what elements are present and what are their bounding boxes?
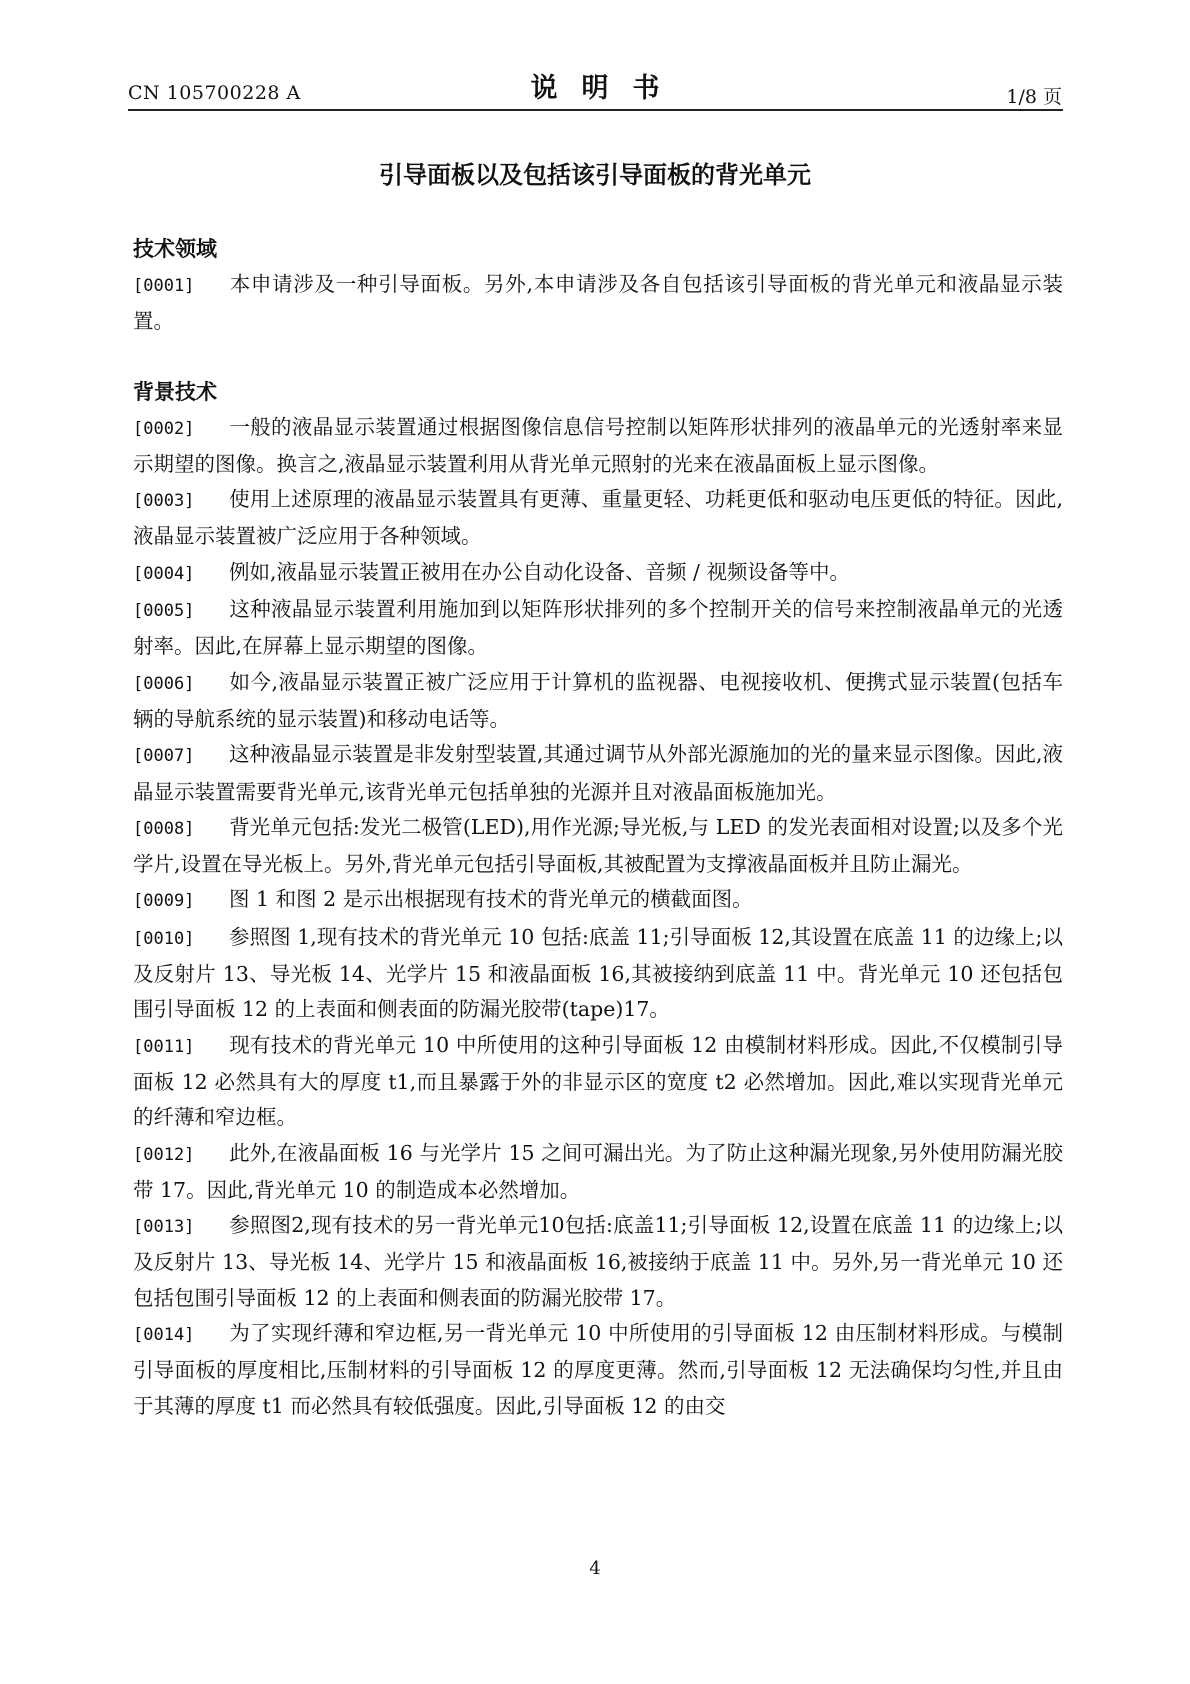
paragraph-text: 参照图2,现有技术的另一背光单元10包括:底盖11;引导面板 12,设置在底盖 11 的边缘上;以及反射片 13、导光板 14、光学片 15 和液晶面板 16,被接纳于底盖 11 中。另外,另一背光单元 10 还包括包围引导面板 12 的上表面和侧表面的防漏光胶带 17。 (133, 1213, 1063, 1310)
paragraph (133, 1136, 1063, 1209)
paragraph-text: 一般的液晶显示装置通过根据图像信息信号控制以矩阵形状排列的液晶单元的光透射率来显示期望的图像。换言之,液晶显示装置利用从背光单元照射的光来在液晶面板上显示图像。 (133, 414, 1063, 476)
paragraph-text: 这种液晶显示装置利用施加到以矩阵形状排列的多个控制开关的信号来控制液晶单元的光透射率。因此,在屏幕上显示期望的图像。 (133, 597, 1063, 659)
paragraph-number: [0004] (133, 563, 195, 584)
paragraph-text: 使用上述原理的液晶显示装置具有更薄、重量更轻、功耗更低和驱动电压更低的特征。因此,液晶显示装置被广泛应用于各种领域。 (133, 487, 1063, 549)
paragraph (133, 920, 1063, 1028)
paragraph (133, 555, 1063, 592)
paragraph-number: [0006] (133, 673, 195, 694)
paragraph-number: [0009] (133, 891, 195, 912)
section-heading-technical-field: 技术领域 (133, 237, 217, 261)
paragraph-text: 背光单元包括:发光二极管(LED),用作光源;导光板,与 LED 的发光表面相对设置;以及多个光学片,设置在导光板上。另外,背光单元包括引导面板,其被配置为支撑液晶面板并且防止漏光。 (133, 814, 1063, 877)
paragraph (133, 1424, 1063, 1459)
paragraph (133, 882, 1063, 919)
paragraph (133, 482, 1063, 555)
section-header-title: 说明书 (530, 73, 684, 104)
page-number: 4 (589, 1558, 601, 1579)
header-divider (128, 109, 1063, 111)
document-title: 引导面板以及包括该引导面板的背光单元 (379, 161, 811, 189)
paragraph-number: [0002] (133, 418, 195, 439)
document-body (133, 232, 1063, 1459)
paragraph-number: [0007] (133, 746, 195, 767)
paragraph-text: 本申请涉及一种引导面板。另外,本申请涉及各自包括该引导面板的背光单元和液晶显示装置。 (133, 272, 1063, 334)
page-indicator: 1/8 页 (1006, 86, 1062, 108)
paragraph-number: [0012] (133, 1144, 195, 1165)
paragraph-number: [0010] (133, 928, 195, 949)
paragraph (133, 410, 1063, 483)
paragraph-text: 为了实现纤薄和窄边框,另一背光单元 10 中所使用的引导面板 12 由压制材料形成。与模制引导面板的厚度相比,压制材料的引导面板 12 的厚度更薄。然而,引导面板 12 无法确保均匀性,并且由于其薄的厚度 t1 而必然具有较低强度。因此,引导面板 12 的由交 (133, 1321, 1063, 1418)
paragraph (133, 1208, 1063, 1316)
paragraph (133, 810, 1063, 883)
paragraph (133, 592, 1063, 665)
paragraph-number: [0001] (133, 276, 195, 296)
paragraph (133, 267, 1063, 340)
paragraph-number: [0013] (133, 1217, 195, 1238)
paragraph-text: 图 1 和图 2 是示出根据现有技术的背光单元的横截面图。 (229, 887, 753, 912)
paragraph-number: [0011] (133, 1036, 195, 1057)
paragraph-number: [0003] (133, 491, 195, 512)
paragraph-text: 现有技术的背光单元 10 中所使用的这种引导面板 12 由模制材料形成。因此,不仅模制引导面板 12 必然具有大的厚度 t1,而且暴露于外的非显示区的宽度 t2 必然增加。因此,难以实现背光单元的纤薄和窄边框。 (133, 1032, 1063, 1130)
paragraph (133, 1028, 1063, 1136)
paragraph (133, 665, 1063, 738)
paragraph-number: [0008] (133, 818, 195, 839)
patent-number: CN 105700228 A (128, 82, 301, 104)
paragraph (133, 1316, 1063, 1424)
paragraph-number: [0005] (133, 601, 195, 622)
paragraph-text: 如今,液晶显示装置正被广泛应用于计算机的监视器、电视接收机、便携式显示装置(包括车辆的导航系统的显示装置)和移动电话等。 (133, 669, 1063, 731)
paragraph-text: 这种液晶显示装置是非发射型装置,其通过调节从外部光源施加的光的量来显示图像。因此,液晶显示装置需要背光单元,该背光单元包括单独的光源并且对液晶面板施加光。 (133, 742, 1063, 804)
section-heading-background: 背景技术 (133, 379, 217, 404)
paragraph-text: 此外,在液晶面板 16 与光学片 15 之间可漏出光。为了防止这种漏光现象,另外使用防漏光胶带 17。因此,背光单元 10 的制造成本必然增加。 (133, 1140, 1063, 1202)
paragraph (133, 737, 1063, 810)
paragraph-number: [0014] (133, 1325, 195, 1346)
paragraph-text: 例如,液晶显示装置正被用在办公自动化设备、音频 / 视频设备等中。 (229, 559, 850, 584)
paragraph-text: 参照图 1,现有技术的背光单元 10 包括:底盖 11;引导面板 12,其设置在底盖 11 的边缘上;以及反射片 13、导光板 14、光学片 15 和液晶面板 16,其被接纳到底盖 11 中。背光单元 10 还包括包围引导面板 12 的上表面和侧表面的防漏光胶带(tape)17。 (133, 924, 1063, 1022)
